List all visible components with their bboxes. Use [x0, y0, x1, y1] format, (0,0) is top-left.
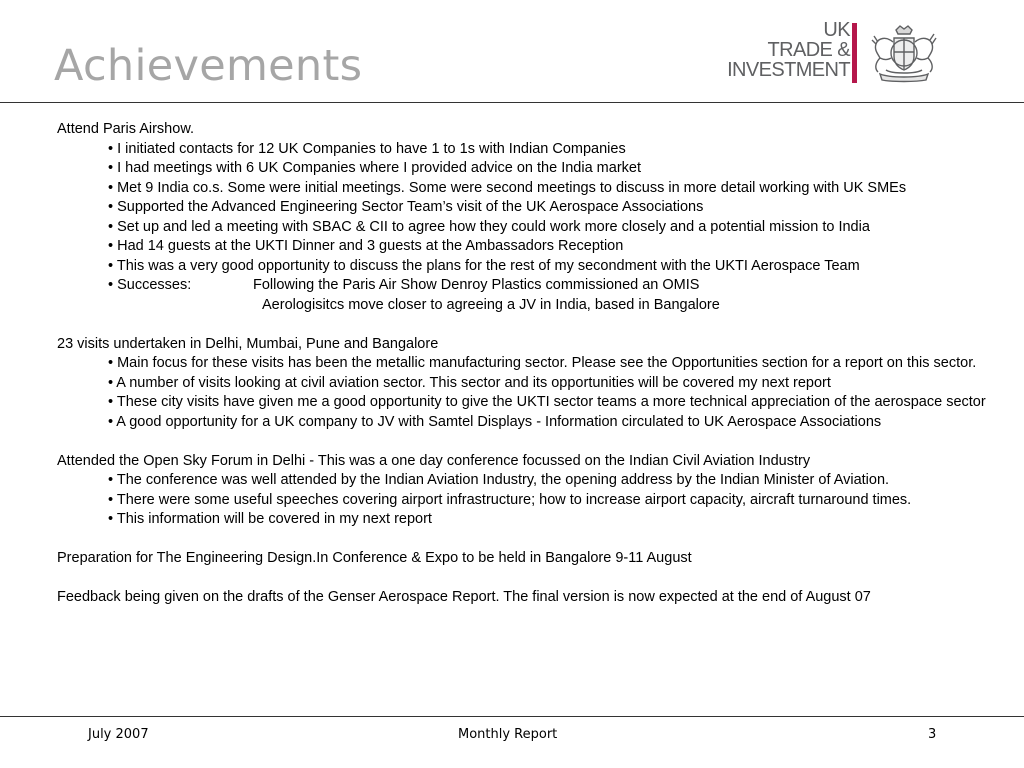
- spacer: [57, 432, 997, 452]
- preparation-line: Preparation for The Engineering Design.In Conference & Expo to be held in Bangalore 9-11 August: [57, 550, 692, 566]
- bullet-item: • Had 14 guests at the UKTI Dinner and 3 guests at the Ambassadors Reception: [108, 238, 624, 254]
- logo-line-trade: TRADE &: [767, 39, 850, 61]
- bullet-item: • I initiated contacts for 12 UK Companies to have 1 to 1s with Indian Companies: [108, 140, 626, 157]
- bullet-item: • These city visits have given me a good opportunity to give the UKTI sector teams a more technical appreciation of the aerospace sector: [108, 394, 986, 410]
- bullet-item: • Supported the Advanced Engineering Sector Team’s visit of the UK Aerospace Associations: [108, 199, 704, 215]
- slide-body: [57, 120, 997, 608]
- bullet-item: • A number of visits looking at civil aviation sector. This sector and its opportunities will be covered my next report: [108, 374, 831, 391]
- logo-accent-bar: [852, 23, 857, 83]
- ukti-logo: [727, 19, 942, 86]
- bullet-item: • A good opportunity for a UK company to JV with Samtel Displays - Information circulated to UK Aerospace Associations: [108, 413, 882, 430]
- section-heading-visits: 23 visits undertaken in Delhi, Mumbai, Pune and Bangalore: [57, 335, 439, 352]
- bullet-item: • Main focus for these visits has been the metallic manufacturing sector. Please see the Opportunities section for a report on this sector.: [108, 355, 977, 371]
- bullet-item: • Met 9 India co.s. Some were initial meetings. Some were second meetings to discuss in more detail working with UK SMEs: [108, 179, 907, 196]
- bullet-item: • This information will be covered in my next report: [108, 511, 432, 527]
- spacer: [57, 530, 997, 550]
- spacer: [57, 315, 997, 335]
- footer-date: July 2007: [88, 727, 149, 742]
- royal-coat-of-arms-icon: [866, 22, 942, 84]
- bullet-item: • There were some useful speeches covering airport infrastructure; how to increase airport capacity, aircraft turnaround times.: [108, 491, 912, 508]
- success-entry: Following the Paris Air Show Denroy Plastics commissioned an OMIS: [253, 277, 700, 293]
- footer-divider: [0, 716, 1024, 717]
- feedback-line: Feedback being given on the drafts of the Genser Aerospace Report. The final version is now expected at the end of August 07: [57, 589, 871, 605]
- bullet-item: • The conference was well attended by the Indian Aviation Industry, the opening address by the Indian Minister of Aviation.: [108, 472, 890, 488]
- logo-wordmark: [727, 20, 850, 80]
- logo-line-uk: UK: [823, 19, 850, 41]
- footer-report-title: Monthly Report: [458, 727, 558, 742]
- page-number: 3: [928, 727, 937, 742]
- success-entry: Aerologisitcs move closer to agreeing a JV in India, based in Bangalore: [262, 296, 720, 313]
- bullet-item: • Set up and led a meeting with SBAC & CII to agree how they could work more closely and a potential mission to India: [108, 218, 870, 235]
- bullet-item: • This was a very good opportunity to discuss the plans for the rest of my secondment with the UKTI Aerospace Team: [108, 257, 860, 274]
- section-heading-open-sky-forum: Attended the Open Sky Forum in Delhi - This was a one day conference focussed on the Indian Civil Aviation Industry: [57, 452, 811, 469]
- slide-title: Achievements: [54, 41, 363, 91]
- successes-item: [57, 276, 997, 296]
- successes-label: • Successes:: [108, 277, 192, 293]
- section-heading-paris-airshow: Attend Paris Airshow.: [57, 121, 195, 137]
- logo-line-investment: INVESTMENT: [727, 59, 850, 81]
- bullet-item: • I had meetings with 6 UK Companies where I provided advice on the India market: [108, 160, 641, 176]
- spacer: [57, 569, 997, 589]
- header-divider: [0, 102, 1024, 103]
